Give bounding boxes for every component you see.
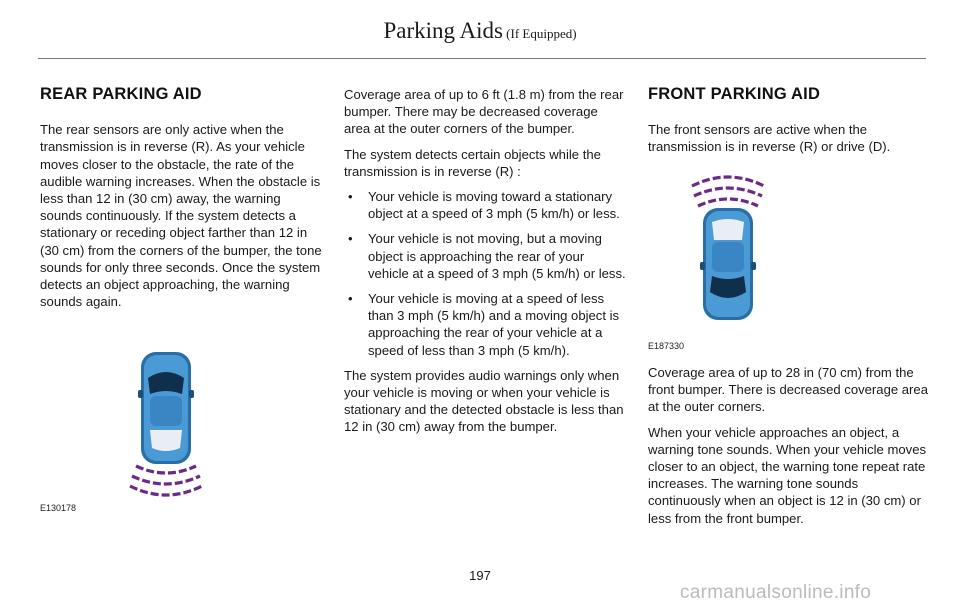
page-subtitle: (If Equipped) (502, 26, 577, 41)
right-column-lower (648, 364, 930, 535)
front-parking-aid-heading: FRONT PARKING AID (648, 85, 821, 103)
front-sensors-paragraph: The front sensors are active when the transmission is in reverse (R) or drive (D). (648, 122, 891, 155)
warning-tone-paragraph: When your vehicle approaches an object, a warning tone sounds. When your vehicle moves closer to an object, the warning tone repeat rate increases. The warning tone sounds continuously when an object is 12 in (30 cm) or less from the front bumper. (648, 424, 927, 526)
right-column (648, 86, 930, 164)
list-item-text: Your vehicle is moving toward a stationary object at a speed of 3 mph (5 km/h) or less. (368, 189, 620, 222)
list-item-text: Your vehicle is not moving, but a moving object is approaching the rear of your vehicle at a speed of 3 mph (5 km/h) or less. (368, 231, 626, 281)
front-sensor-arcs-icon (692, 177, 764, 206)
car-top-view-icon (138, 352, 194, 464)
page-header (0, 18, 960, 44)
list-item-text: Your vehicle is moving at a speed of less than 3 mph (5 km/h) and a moving object is approaching the rear of your vehicle at a speed of less than 3 mph (5 km/h). (368, 291, 620, 358)
page-number: 197 (469, 568, 491, 583)
car-top-view-icon (700, 208, 756, 320)
rear-figure-id: E130178 (40, 503, 77, 513)
detects-objects-paragraph: The system detects certain objects while the transmission is in reverse (R) : (344, 146, 601, 179)
audio-warnings-paragraph: The system provides audio warnings only when your vehicle is moving or when your vehicle is stationary and the detected obstacle is less than 12 in (30 cm) away from the bumper. (344, 367, 624, 435)
middle-column (344, 86, 626, 444)
bullet-icon: • (348, 291, 353, 307)
list-item (344, 290, 626, 359)
watermark: carmanualsonline.info (680, 582, 872, 603)
list-item (344, 188, 626, 222)
front-figure-id: E187330 (648, 341, 685, 351)
coverage-rear-paragraph: Coverage area of up to 6 ft (1.8 m) from the rear bumper. There may be decreased coverage area at the outer corners of the bumper. (344, 87, 624, 137)
rear-parking-aid-paragraph: The rear sensors are only active when the transmission is in reverse (R). As your vehicle moves closer to the obstacle, the rate of the audible warning increases. When the obstacle is less than 12 in (30 cm) away, the warning sounds continuously. If the system detects a stationary or receding object farther than 12 in (30 cm) from the corners of the bumper, the tone sounds for only three seconds. Once the system detects an object approaching, the warning sounds again. (40, 122, 322, 310)
bullet-icon: • (348, 231, 353, 247)
coverage-front-paragraph: Coverage area of up to 28 in (70 cm) from the front bumper. There is decreased coverage area at the outer corners. (648, 365, 928, 415)
front-parking-figure (690, 172, 770, 324)
detection-conditions-list (344, 188, 626, 359)
rear-parking-aid-heading: REAR PARKING AID (40, 85, 202, 103)
list-item (344, 230, 626, 282)
bullet-icon: • (348, 189, 353, 205)
rear-parking-figure (128, 348, 208, 500)
rear-sensor-arcs-icon (130, 466, 202, 495)
page-title: Parking Aids (383, 18, 503, 43)
header-rule (38, 58, 926, 59)
left-column (40, 86, 322, 318)
